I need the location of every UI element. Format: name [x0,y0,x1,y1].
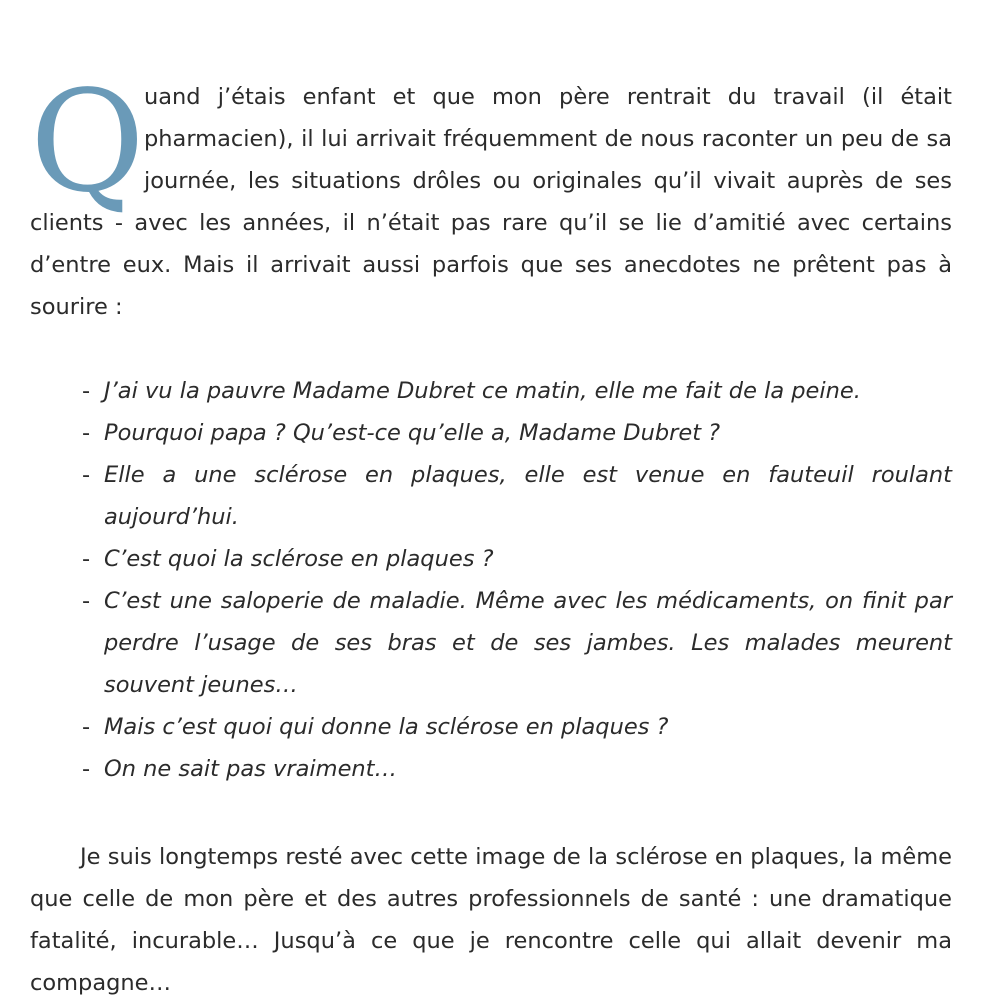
dialogue-dash: - [82,378,91,404]
dialogue-text: Elle a une sclérose en plaques, elle est venue en fauteuil roulant aujourd’hui. [104,462,952,530]
dialogue-line [82,412,952,454]
dialogue-text: Pourquoi papa ? Qu’est-ce qu’elle a, Madame Dubret ? [104,420,721,446]
dialogue-text: C’est une saloperie de maladie. Même avec les médicaments, on finit par perdre l’usage de ses bras et de ses jambes. Les malades meurent souvent jeunes… [104,588,952,698]
dialogue-dash: - [82,588,91,614]
drop-cap: Q [30,61,145,224]
dialogue-text: C’est quoi la sclérose en plaques ? [104,546,494,572]
dialogue-line [82,580,952,706]
dialogue-line [82,454,952,538]
page [30,0,952,1000]
dialogue-dash: - [82,714,91,740]
dialogue-line [82,706,952,748]
dialogue-dash: - [82,546,91,572]
dialogue-dash: - [82,462,91,488]
dialogue-line [82,370,952,412]
dialogue-dash: - [82,420,91,446]
intro-paragraph [30,61,952,328]
dialogue-line [82,748,952,790]
outro-paragraph: Je suis longtemps resté avec cette image de la sclérose en plaques, la même que celle de mon père et des autres professionnels de santé : une dramatique fatalité, incurable… Jusqu’à ce que je rencontre celle qui allait devenir ma compagne… [30,844,952,996]
intro-text: uand j’étais enfant et que mon père rentrait du travail (il était pharmacien), il lui arrivait fréquemment de nous raconter un peu de sa journée, les situations drôles ou originales qu’il vivait auprès de ses clients - avec les années, il n’était pas rare qu’il se lie d’amitié avec certains d’entre eux. Mais il arrivait aussi parfois que ses anecdotes ne prêtent pas à sourire : [30,84,952,320]
dialogue-text: J’ai vu la pauvre Madame Dubret ce matin, elle me fait de la peine. [104,378,861,404]
dialogue-line [82,538,952,580]
dialogue-text: On ne sait pas vraiment… [104,756,398,782]
dialogue-text: Mais c’est quoi qui donne la sclérose en plaques ? [104,714,669,740]
dialogue-list [82,370,952,790]
dialogue-dash: - [82,756,91,782]
